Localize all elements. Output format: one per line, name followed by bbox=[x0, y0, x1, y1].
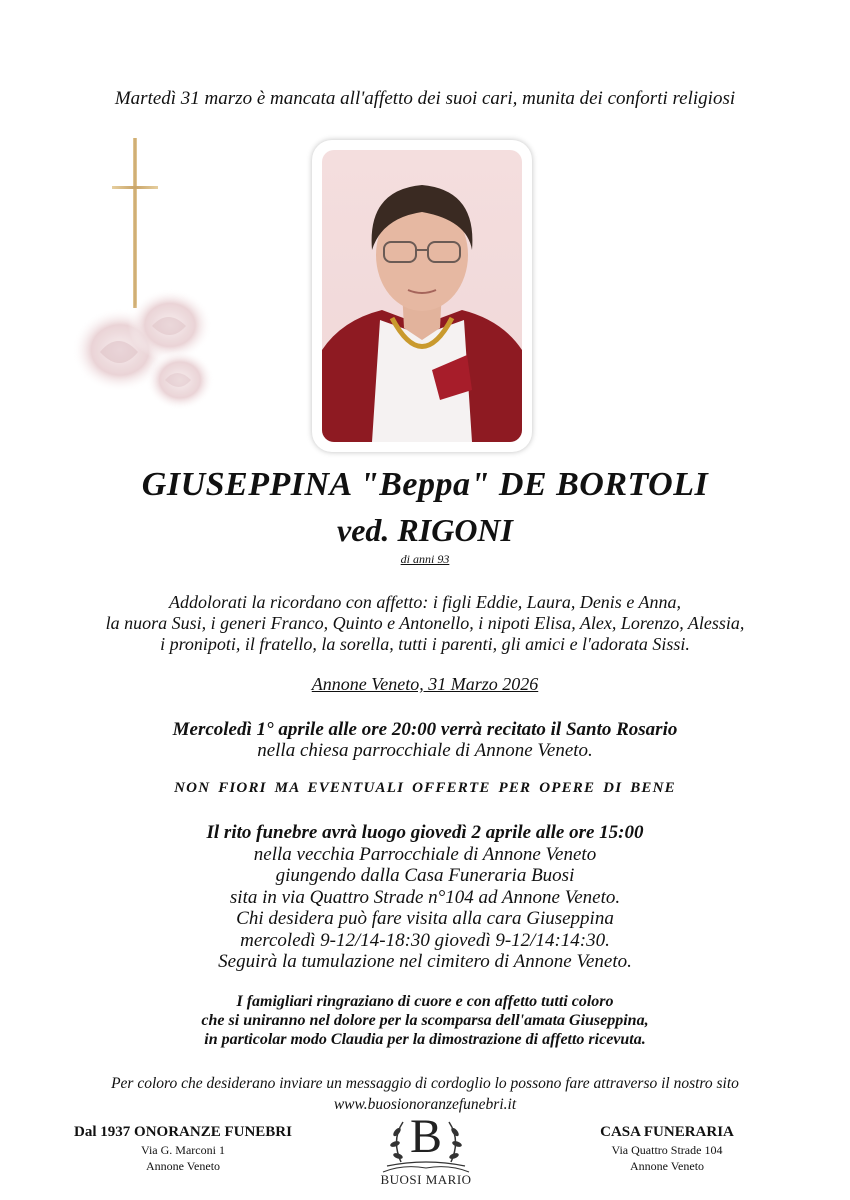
deceased-name: GIUSEPPINA "Beppa" DE BORTOLI bbox=[141, 466, 709, 503]
intro-text: Martedì 31 marzo è mancata all'affetto dei suoi cari, munita dei conforti religiosi bbox=[114, 88, 736, 109]
funeral-line: nella vecchia Parrocchiale di Annone Veneto bbox=[253, 843, 597, 865]
mourners-line: Addolorati la ricordano con affetto: i figli Eddie, Laura, Denis e Anna, bbox=[169, 592, 681, 612]
age-label: di anni 93 bbox=[400, 552, 450, 566]
place-date: Annone Veneto, 31 Marzo 2026 bbox=[311, 674, 539, 694]
logo-text: BUOSI MARIO bbox=[380, 1172, 472, 1187]
funeral-announcement bbox=[0, 822, 850, 973]
thanks-text bbox=[0, 992, 850, 1049]
roses-icon bbox=[72, 289, 214, 410]
funeral-house-info bbox=[527, 1122, 807, 1174]
funeral-line: Chi desidera può fare visita alla cara Giuseppina bbox=[236, 908, 614, 929]
thanks-line: I famigliari ringraziano di cuore e con affetto tutti coloro bbox=[236, 993, 614, 1010]
thanks-line: che si uniranno nel dolore per la scomparsa dell'amata Giuseppina, bbox=[201, 1012, 649, 1029]
condolence-text: Per coloro che desiderano inviare un messaggio di cordoglio lo possono fare attraverso il nostro sito bbox=[111, 1075, 739, 1092]
mourners-line: i pronipoti, il fratello, la sorella, tutti i parenti, gli amici e l'adorata Sissi. bbox=[160, 634, 690, 654]
funeral-line: sita in via Quattro Strade n°104 ad Annone Veneto. bbox=[229, 886, 621, 908]
portrait-photo-frame bbox=[312, 140, 532, 452]
funeral-home-address: Via G. Marconi 1 bbox=[141, 1143, 225, 1157]
website-link[interactable]: www.buosionoranzefunebri.it bbox=[333, 1096, 517, 1113]
funeral-line: giungendo dalla Casa Funeraria Buosi bbox=[275, 865, 575, 886]
rosary-location: nella chiesa parrocchiale di Annone Veneto. bbox=[257, 740, 593, 761]
cross-roses-decoration bbox=[60, 130, 230, 420]
rosary-headline: Mercoledì 1° aprile alle ore 20:00 verrà recitato il Santo Rosario bbox=[172, 719, 678, 740]
rosary-announcement bbox=[0, 719, 850, 761]
funeral-house-title: CASA FUNERARIA bbox=[600, 1124, 734, 1140]
no-flowers-notice: NON FIORI MA EVENTUALI OFFERTE PER OPERE DI BENE bbox=[174, 780, 676, 796]
portrait-photo bbox=[322, 150, 522, 442]
mourners-line: la nuora Susi, i generi Franco, Quinto e Antonello, i nipoti Elisa, Alex, Lorenzo, Alessia, bbox=[105, 613, 745, 633]
funeral-line: mercoledì 9-12/14-18:30 giovedì 9-12/14:14:30. bbox=[240, 929, 610, 951]
funeral-headline: Il rito funebre avrà luogo giovedì 2 aprile alle ore 15:00 bbox=[206, 822, 644, 843]
funeral-home-title: Dal 1937 ONORANZE FUNEBRI bbox=[74, 1124, 292, 1140]
logo-monogram: B bbox=[409, 1110, 442, 1163]
cross-icon bbox=[112, 138, 158, 308]
funeral-line: Seguirà la tumulazione nel cimitero di Annone Veneto. bbox=[218, 951, 632, 972]
funeral-house-address: Via Quattro Strade 104 bbox=[611, 1143, 723, 1157]
mourners-text bbox=[0, 592, 850, 655]
widow-surname: ved. RIGONI bbox=[337, 512, 513, 548]
thanks-line: in particolar modo Claudia per la dimostrazione di affetto ricevuta. bbox=[204, 1031, 646, 1048]
funeral-home-city: Annone Veneto bbox=[145, 1159, 221, 1173]
funeral-house-city: Annone Veneto bbox=[629, 1159, 705, 1173]
buosi-logo bbox=[373, 1108, 479, 1196]
funeral-home-info bbox=[43, 1122, 323, 1174]
